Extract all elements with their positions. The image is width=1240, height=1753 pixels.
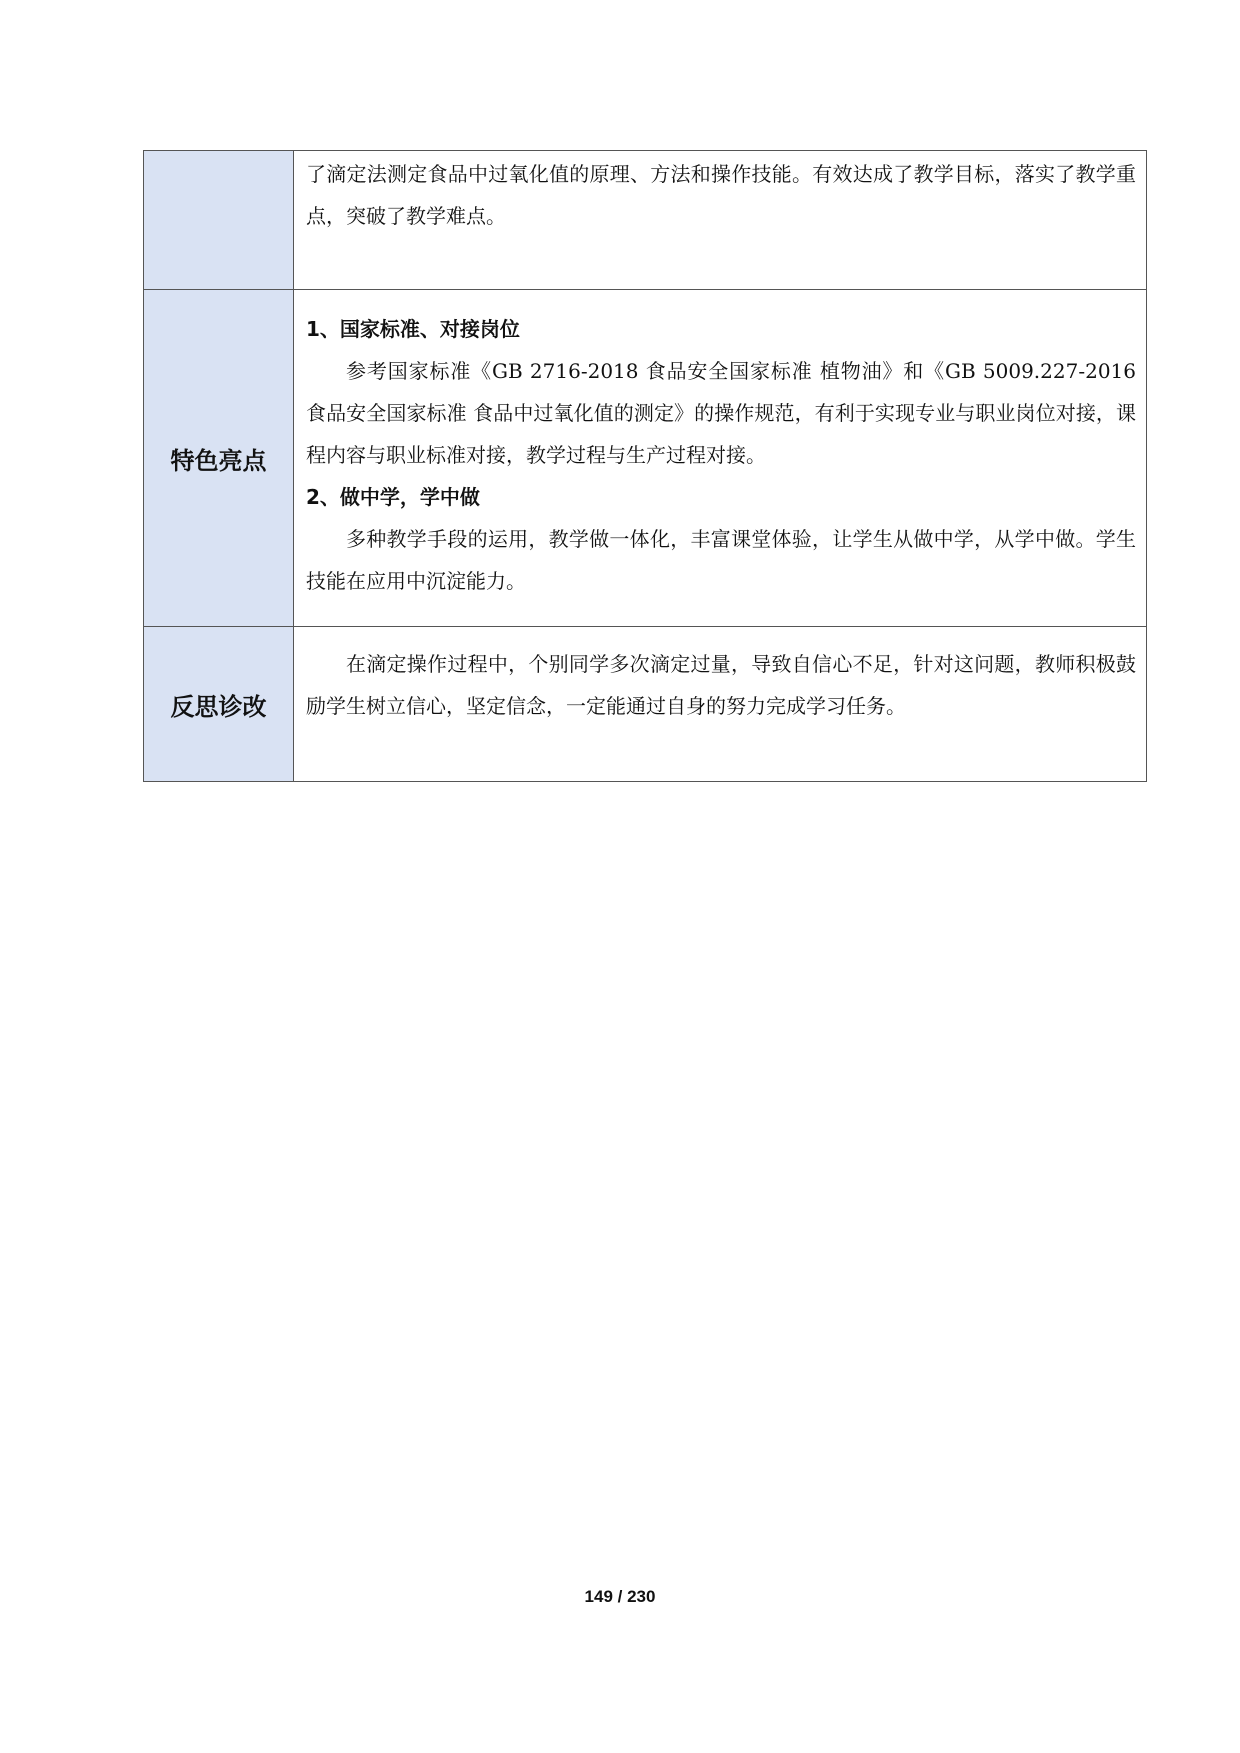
highlight-paragraph-2: 多种教学手段的运用，教学做一体化，丰富课堂体验，让学生从做中学，从学中做。学生技能在应用中沉淀能力。 [306, 527, 1136, 593]
table-row-reflection [144, 627, 1147, 782]
row-content-reflection [294, 627, 1147, 782]
highlight-paragraph-1: 参考国家标准《GB 2716-2018 食品安全国家标准 植物油》和《GB 5009.227-2016 食品安全国家标准 食品中过氧化值的测定》的操作规范，有利于实现专业与职业岗位对接，课程内容与职业标准对接，教学过程与生产过程对接。 [306, 359, 1136, 467]
row-content-highlights [294, 290, 1147, 627]
reflection-paragraph: 在滴定操作过程中，个别同学多次滴定过量，导致自信心不足，针对这问题，教师积极鼓励学生树立信心，坚定信念，一定能通过自身的努力完成学习任务。 [306, 652, 1136, 718]
row-label-reflection: 反思诊改 [144, 627, 294, 782]
row-label-empty [144, 151, 294, 290]
row-content-continuation [294, 151, 1147, 290]
continuation-paragraph: 了滴定法测定食品中过氧化值的原理、方法和操作技能。有效达成了教学目标，落实了教学重点，突破了教学难点。 [306, 162, 1136, 228]
lesson-review-table [143, 150, 1147, 782]
row-label-highlights: 特色亮点 [144, 290, 294, 627]
page-number: 149 / 230 [584, 1587, 656, 1606]
highlight-heading-1: 1、国家标准、对接岗位 [306, 317, 520, 341]
table-row-highlights [144, 290, 1147, 627]
table-row-continuation [144, 151, 1147, 290]
highlight-heading-2: 2、做中学，学中做 [306, 485, 480, 509]
